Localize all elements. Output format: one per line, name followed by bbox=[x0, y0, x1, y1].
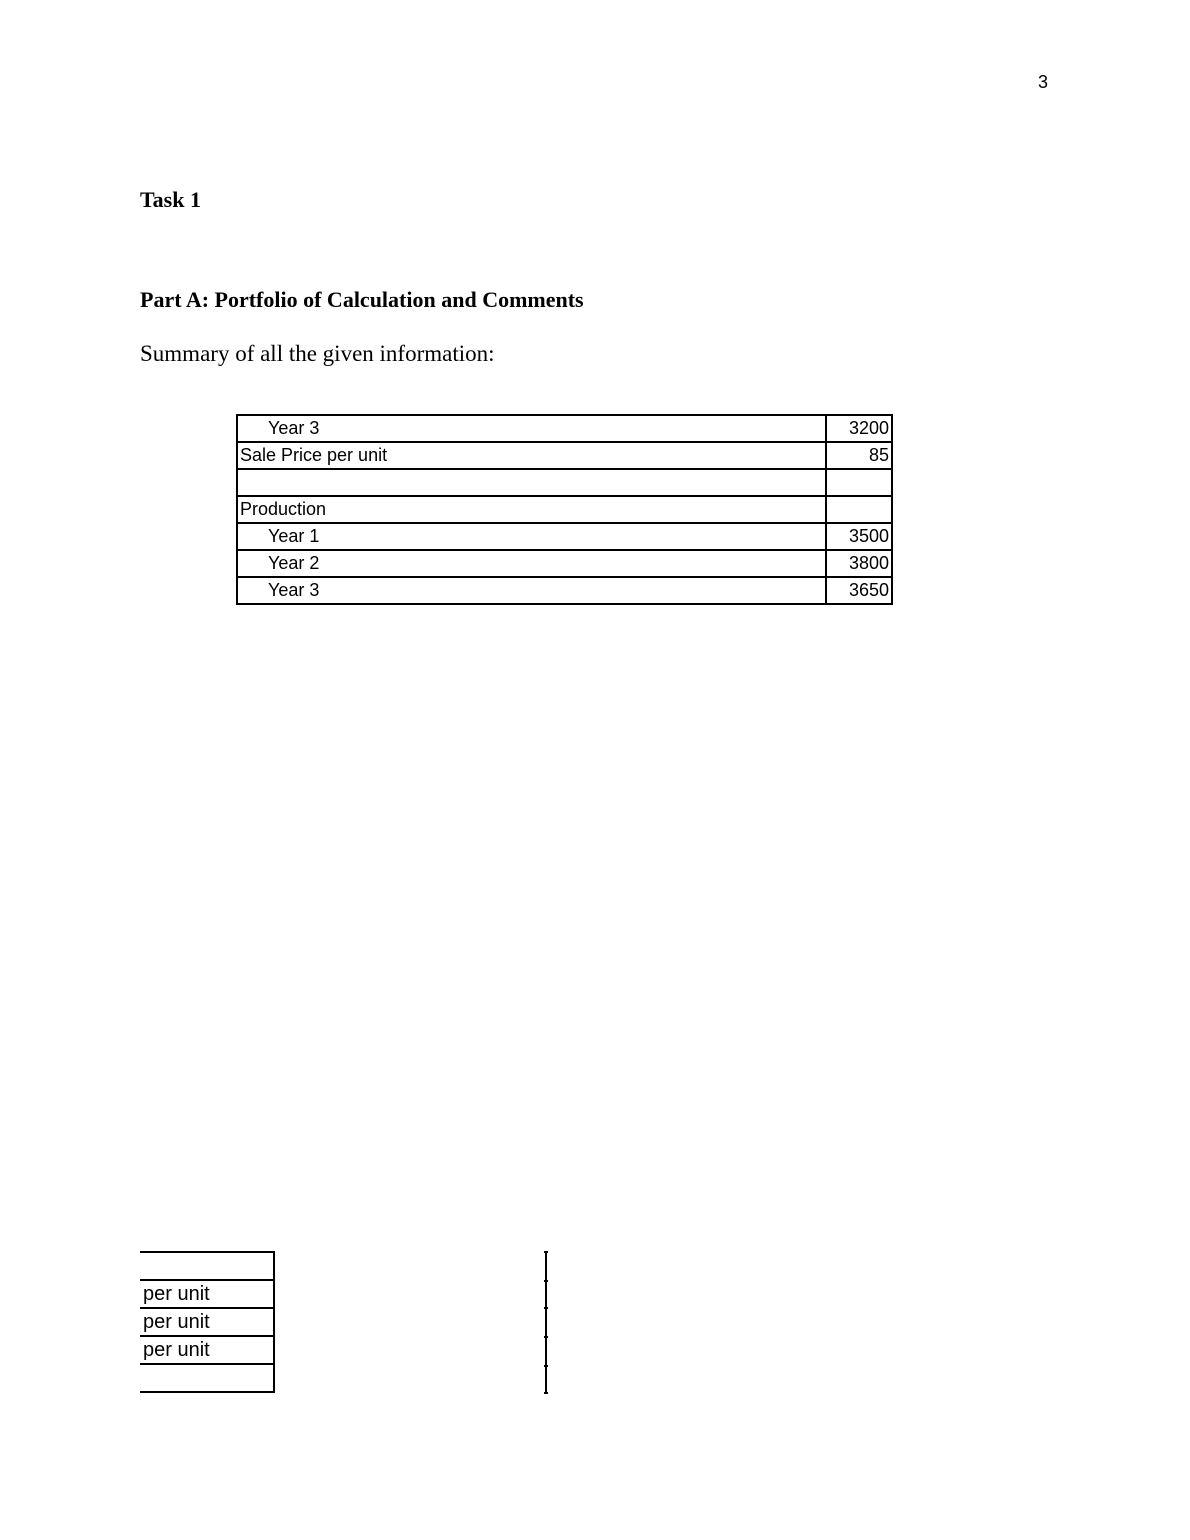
table-row bbox=[140, 1280, 274, 1308]
row-value: 85 bbox=[826, 442, 892, 469]
cell bbox=[140, 1364, 274, 1392]
table-row bbox=[237, 469, 892, 496]
row-value: 3800 bbox=[826, 550, 892, 577]
summary-table bbox=[236, 414, 893, 605]
table-border-line bbox=[545, 1251, 547, 1394]
cell: per unit bbox=[140, 1280, 274, 1308]
row-value: 3500 bbox=[826, 523, 892, 550]
row-label: Production bbox=[237, 496, 826, 523]
row-label: Year 3 bbox=[237, 577, 826, 604]
row-label: Year 1 bbox=[237, 523, 826, 550]
row-label: Sale Price per unit bbox=[237, 442, 826, 469]
border-tick bbox=[544, 1365, 548, 1367]
border-tick bbox=[544, 1307, 548, 1309]
border-tick bbox=[544, 1336, 548, 1338]
table-row bbox=[237, 550, 892, 577]
cell bbox=[140, 1252, 274, 1280]
table-row bbox=[237, 496, 892, 523]
row-label bbox=[237, 469, 826, 496]
cell: per unit bbox=[140, 1308, 274, 1336]
table-row bbox=[237, 523, 892, 550]
border-tick bbox=[544, 1280, 548, 1282]
row-value bbox=[826, 469, 892, 496]
table-row bbox=[140, 1252, 274, 1280]
table-row bbox=[237, 577, 892, 604]
row-label: Year 3 bbox=[237, 415, 826, 442]
cell: per unit bbox=[140, 1336, 274, 1364]
partial-table bbox=[140, 1251, 275, 1393]
table-row bbox=[140, 1308, 274, 1336]
row-value: 3650 bbox=[826, 577, 892, 604]
page-number: 3 bbox=[1038, 72, 1049, 92]
table-row bbox=[237, 442, 892, 469]
border-tick bbox=[544, 1251, 548, 1253]
heading-task: Task 1 bbox=[140, 187, 201, 212]
row-label: Year 2 bbox=[237, 550, 826, 577]
border-tick bbox=[544, 1392, 548, 1394]
row-value: 3200 bbox=[826, 415, 892, 442]
table-row bbox=[237, 415, 892, 442]
row-value bbox=[826, 496, 892, 523]
intro-text: Summary of all the given information: bbox=[140, 341, 495, 366]
heading-part-a: Part A: Portfolio of Calculation and Comments bbox=[140, 287, 584, 312]
table-row bbox=[140, 1336, 274, 1364]
table-row bbox=[140, 1364, 274, 1392]
